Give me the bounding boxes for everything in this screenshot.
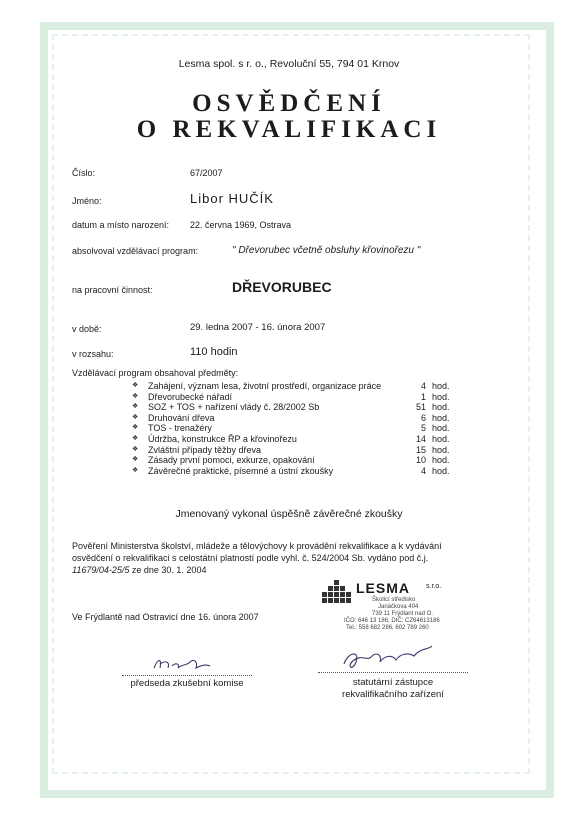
signature-line-right (318, 672, 468, 673)
chairman-label: předseda zkušební komise (130, 678, 244, 689)
chairman-signature (150, 652, 220, 676)
diamond-bullet-icon: ❖ (132, 382, 139, 389)
occupation-label: na pracovní činnost: (72, 285, 153, 295)
subjects-title: Vzdělávací program obsahoval předměty: (72, 368, 239, 378)
diamond-bullet-icon: ❖ (132, 445, 139, 453)
authorization-reference: 11679/04-25/5 (72, 565, 130, 575)
certificate-title: OSVĚDČENÍ (192, 90, 386, 117)
period-label: v době: (72, 324, 102, 334)
list-item: ❖ Dřevorubecké nářadí 1 hod. (132, 391, 450, 402)
stamp-line-3: 739 11 Frýdlant nad O. (372, 611, 433, 617)
company-stamp (322, 580, 472, 650)
diamond-bullet-icon: ❖ (132, 466, 139, 474)
final-exam-statement: Jmenovaný vykonal úspěšně závěrečné zkoušky (175, 508, 403, 520)
stamp-line-4: IČO: 646 13 186, DIČ: CZ64613186 (344, 618, 440, 624)
lesma-logo-icon (322, 580, 352, 606)
issuer-header: Lesma spol. s r. o., Revoluční 55, 794 01 Krnov (178, 58, 400, 70)
authorization-text (72, 540, 512, 576)
list-item: ❖ Zvláštní případy těžby dřeva 15 hod. (132, 444, 450, 455)
program-value: " Dřevorubec včetně obsluhy křovinořezu " (232, 245, 421, 256)
name-value: Libor HUČÍK (190, 191, 274, 206)
list-item: ❖ SOZ + TOS + nařízení vlády č. 28/2002 Sb 51 hod. (132, 402, 450, 413)
list-item: ❖ Druhování dřeva 6 hod. (132, 412, 450, 423)
authorization-line-3 (72, 564, 512, 576)
scope-label: v rozsahu: (72, 349, 114, 359)
scope-value: 110 hodin (190, 346, 238, 358)
diamond-bullet-icon: ❖ (132, 392, 139, 400)
authorization-line-1: Pověření Ministerstva školství, mládeže a tělovýchovy k provádění rekvalifikace a k vydávání (72, 541, 442, 551)
stamp-line-1: Školicí středisko (372, 597, 416, 603)
diamond-bullet-icon: ❖ (132, 403, 139, 411)
stamp-company-name: LESMA (356, 580, 410, 596)
list-item: ❖ TOS - trenažéry 5 hod. (132, 423, 450, 434)
birth-value: 22. června 1969, Ostrava (190, 220, 292, 230)
authorization-date: ze dne 30. 1. 2004 (129, 565, 207, 575)
period-value: 29. ledna 2007 - 16. února 2007 (190, 322, 326, 333)
diamond-bullet-icon: ❖ (132, 413, 139, 421)
list-item: ❖ Údržba, konstrukce ŘP a křovinořezu 14 hod. (132, 433, 450, 444)
diamond-bullet-icon: ❖ (132, 456, 139, 464)
subjects-list (132, 381, 462, 476)
diamond-bullet-icon: ❖ (132, 424, 139, 432)
representative-label-1: statutární zástupce (352, 677, 434, 688)
issue-place-date: Ve Frýdlantě nad Ostravicí dne 16. února 2007 (72, 612, 259, 622)
stamp-line-2: Janáčkova 404 (378, 604, 419, 610)
stamp-line-5: Tel.: 558 682 286, 602 789 260 (346, 625, 429, 631)
program-label: absolvoval vzdělávací program: (72, 246, 199, 256)
occupation-value: DŘEVORUBEC (232, 279, 332, 295)
birth-label: datum a místo narození: (72, 220, 170, 230)
number-value: 67/2007 (190, 168, 223, 178)
stamp-company-suffix: s.r.o. (426, 583, 442, 590)
list-item: ❖ Zahájení, význam lesa, životní prostředí, organizace práce 4 hod. (132, 381, 450, 391)
number-label: Číslo: (72, 168, 96, 178)
representative-signature (338, 644, 438, 680)
list-item: ❖ Zásady první pomoci, exkurze, opakování 10 hod. (132, 455, 450, 466)
authorization-line-2: osvědčení o rekvalifikaci s celostátní platností podle vyhl. č. 524/2004 Sb. vydáno pod č.j. (72, 553, 429, 563)
certificate-subtitle: O REKVALIFIKACI (136, 116, 442, 143)
list-item: ❖ Závěrečné praktické, písemné a ústní zkoušky 4 hod. (132, 465, 450, 476)
diamond-bullet-icon: ❖ (132, 434, 139, 442)
name-label: Jméno: (72, 196, 102, 206)
representative-label-2: rekvalifikačního zařízení (342, 689, 444, 700)
signature-line-left (122, 675, 252, 676)
